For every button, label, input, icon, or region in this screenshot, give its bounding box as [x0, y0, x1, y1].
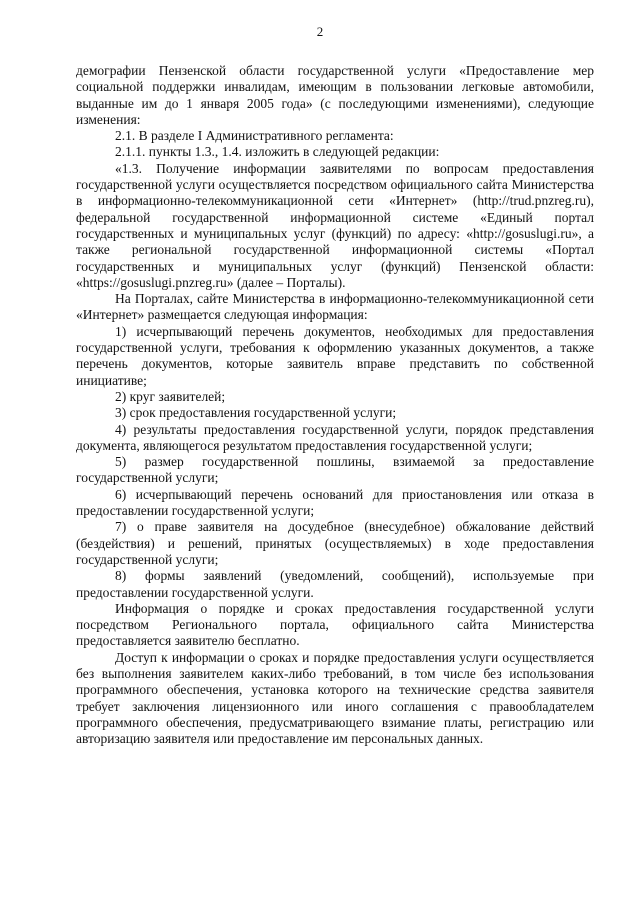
list-item-8: 8) формы заявлений (уведомлений, сообщений), используемые при предоставлении государственной услуги. — [76, 568, 594, 600]
paragraph-items-change: 2.1.1. пункты 1.3., 1.4. изложить в следующей редакции: — [115, 144, 440, 160]
list-item-3: 3) срок предоставления государственной услуги; — [115, 405, 397, 421]
paragraph-portals-info: На Порталах, сайте Министерства в информационно-телекоммуникационной сети «Интернет» размещается следующая информация: — [76, 291, 594, 323]
paragraph-access: Доступ к информации о сроках и порядке предоставления услуги осуществляется без выполнения заявителем каких-либо требований, в том числе без использования программного обеспечения, установка которого на технические средства заявителя требует заключения лицензионного или иного соглашения с правообладателем программного обеспечения, предусматривающего взимание платы, регистрацию или авторизацию заявителя или предоставление им персональных данных. — [76, 649, 594, 747]
list-item-1: 1) исчерпывающий перечень документов, необходимых для предоставления государственной услуги, требования к оформлению указанных документов, а также перечень документов, которые заявитель вправе представить по собственной инициативе; — [76, 323, 594, 388]
list-item-7: 7) о праве заявителя на досудебное (внесудебное) обжалование действий (бездействия) и решений, принятых (осуществляемых) в ходе предоставления государственной услуги; — [76, 519, 594, 567]
list-item-5: 5) размер государственной пошлины, взимаемой за предоставление государственной услуги; — [76, 454, 594, 486]
page-number: 2 — [316, 24, 324, 39]
paragraph-section-i: 2.1. В разделе I Административного регламента: — [115, 128, 394, 144]
document-body — [76, 63, 594, 747]
list-item-2: 2) круг заявителей; — [115, 388, 226, 404]
list-item-4: 4) результаты предоставления государственной услуги, порядок представления документа, являющегося результатом предоставления государственной услуги; — [76, 421, 594, 453]
paragraph-1-3: «1.3. Получение информации заявителями по вопросам предоставления государственной услуги осуществляется посредством официального сайта Министерства в информационно-телекоммуникационной сети «Интернет» (http://trud.pnzreg.ru), федеральной государственной информационной системе «Единый портал государственных и муниципальных услуг (функций) по адресу: «http://gosuslugi.ru», а также региональной государственной информационной системы «Портал государственных и муниципальных услуг (функций) Пензенской области: «https://gosuslugi.pnzreg.ru» (далее – Порталы). — [76, 160, 594, 290]
paragraph-demography: демографии Пензенской области государственной услуги «Предоставление мер социальной поддержки инвалидам, имеющим в пользовании легковые автомобили, выданные им до 1 января 2005 года» (с последующими изменениями), следующие изменения: — [76, 63, 594, 127]
paragraph-free-info: Информация о порядке и сроках предоставления государственной услуги посредством Регионального портала, официального сайта Министерства предоставляется заявителю бесплатно. — [76, 600, 594, 649]
list-item-6: 6) исчерпывающий перечень оснований для приостановления или отказа в предоставлении государственной услуги; — [76, 486, 594, 519]
